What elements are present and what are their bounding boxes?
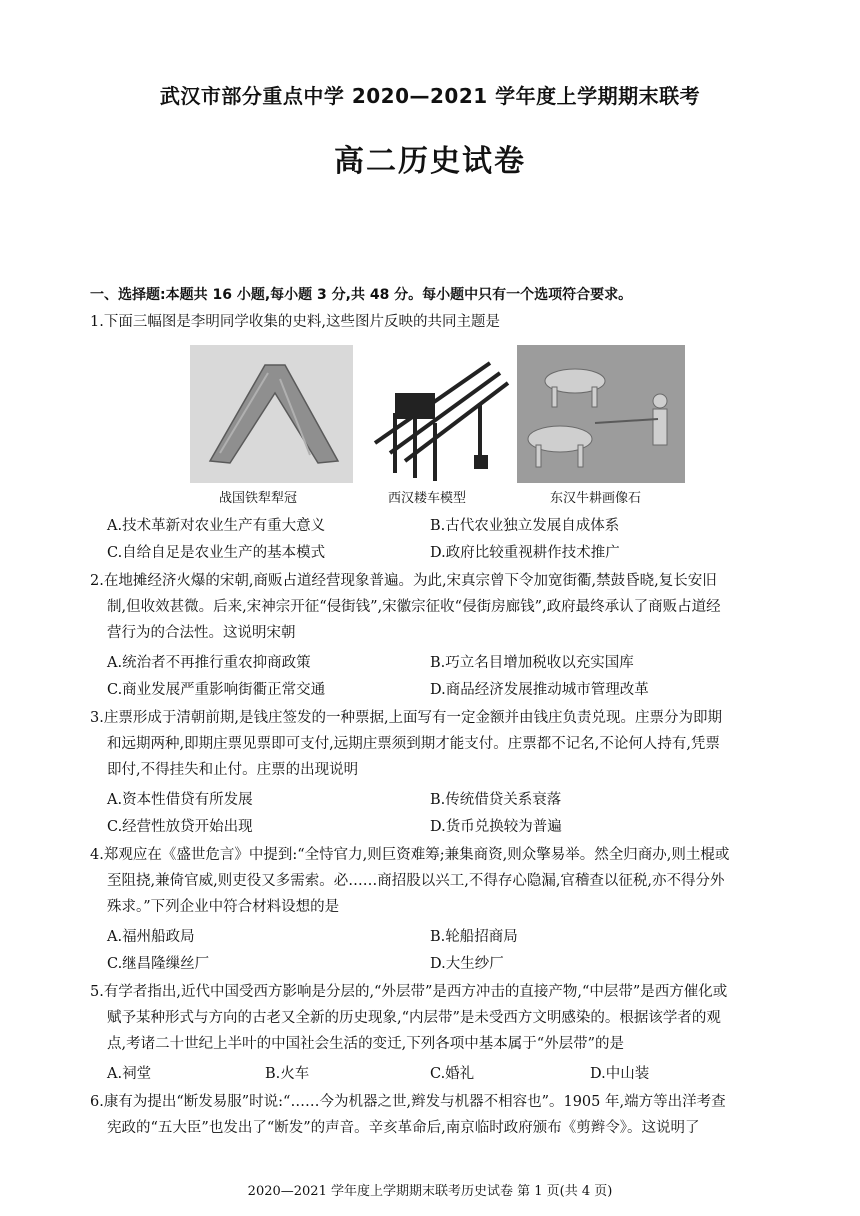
q1-option-a: A.技术革新对农业生产有重大意义 [107,518,326,534]
question-stem-cont: 即付,不得挂失和止付。庄票的出现说明 [107,762,359,778]
exam-title: 武汉市部分重点中学 2020—2021 学年度上学期期末联考 [159,84,701,108]
q2-option-d: D.商品经济发展推动城市管理改革 [430,682,649,698]
question-2 [90,568,780,646]
q1-option-c: C.自给自足是农业生产的基本模式 [107,545,326,561]
question-stem: 6.康有为提出“断发易服”时说:“……今为机器之世,辫发与机器不相容也”。1905 年,端方等出洋考查 [90,1094,726,1110]
q3-option-b: B.传统借贷关系衰落 [430,792,562,808]
question-5 [90,979,780,1057]
question-stem: 2.在地摊经济火爆的宋朝,商贩占道经营现象普遍。为此,宋真宗曾下令加宽街衢,禁鼓昏晓,复长安旧 [90,573,717,589]
question-stem: 1.下面三幅图是李明同学收集的史料,这些图片反映的共同主题是 [90,314,500,330]
q2-option-a: A.统治者不再推行重农抑商政策 [107,655,311,671]
question-stem: 4.郑观应在《盛世危言》中提到:“全恃官力,则巨资难筹;兼集商资,则众擎易举。然全归商办,则土棍或 [90,847,730,863]
page-footer: 2020—2021 学年度上学期期末联考历史试卷 第 1 页(共 4 页) [247,1184,613,1199]
q2-option-b: B.巧立名目增加税收以充实国库 [430,655,634,671]
q2-option-c: C.商业发展严重影响街衢正常交通 [107,682,326,698]
question-stem: 3.庄票形成于清朝前期,是钱庄签发的一种票据,上面写有一定金额并由钱庄负责兑现。庄票分为即期 [90,710,723,726]
question-4 [90,842,780,920]
question-stem-cont: 制,但收效甚微。后来,宋神宗开征“侵街钱”,宋徽宗征收“侵街房廊钱”,政府最终承认了商贩占道经 [107,599,721,615]
question-6 [90,1089,780,1141]
question-stem-cont: 营行为的合法性。这说明宋朝 [107,625,296,641]
question-3 [90,705,780,783]
q1-option-b: B.古代农业独立发展自成体系 [430,518,620,534]
figure-caption-3: 东汉牛耕画像石 [550,491,642,506]
question-stem-cont: 和远期两种,即期庄票见票即可支付,远期庄票须到期才能支付。庄票都不记名,不论何人持有,凭票 [107,736,720,752]
question-stem-cont: 至阻挠,兼倚官威,则吏役又多需索。必……商招股以兴工,不得存心隐漏,官稽查以征税,亦不得分外 [107,873,725,889]
history-figures [190,343,685,508]
q3-option-a: A.资本性借贷有所发展 [107,792,253,808]
q5-option-d: D.中山装 [590,1066,650,1082]
q4-option-d: D.大生纱厂 [430,956,504,972]
section-heading: 一、选择题:本题共 16 小题,每小题 3 分,共 48 分。每小题中只有一个选项符合要求。 [90,287,633,303]
question-stem-cont: 赋予某种形式与方向的古老又全新的历史现象,“内层带”是未受西方文明感染的。根据该学者的观 [107,1010,721,1026]
q4-option-b: B.轮船招商局 [430,929,518,945]
question-stem-cont: 点,考诸二十世纪上半叶的中国社会生活的变迁,下列各项中基本属于“外层带”的是 [107,1036,625,1052]
question-stem-cont: 宪政的“五大臣”也发出了“断发”的声音。辛亥革命后,南京临时政府颁布《剪辫令》。这说明了 [107,1120,700,1136]
figure-caption-1: 战国铁犁犁冠 [219,491,298,506]
q4-option-c: C.继昌隆缫丝厂 [107,956,210,972]
q1-option-d: D.政府比较重视耕作技术推广 [430,545,620,561]
question-1 [90,309,780,335]
q3-option-c: C.经营性放贷开始出现 [107,819,253,835]
question-stem-cont: 殊求。”下列企业中符合材料设想的是 [107,899,340,915]
q3-option-d: D.货币兑换较为普遍 [430,819,562,835]
figure-caption-2: 西汉耧车模型 [388,491,467,506]
q5-option-a: A.祠堂 [107,1066,152,1082]
subject-title: 高二历史试卷 [334,144,526,179]
question-stem: 5.有学者指出,近代中国受西方影响是分层的,“外层带”是西方冲击的直接产物,“中层带”是西方催化或 [90,984,728,1000]
q5-option-b: B.火车 [265,1066,310,1082]
q4-option-a: A.福州船政局 [107,929,195,945]
q5-option-c: C.婚礼 [430,1066,475,1082]
